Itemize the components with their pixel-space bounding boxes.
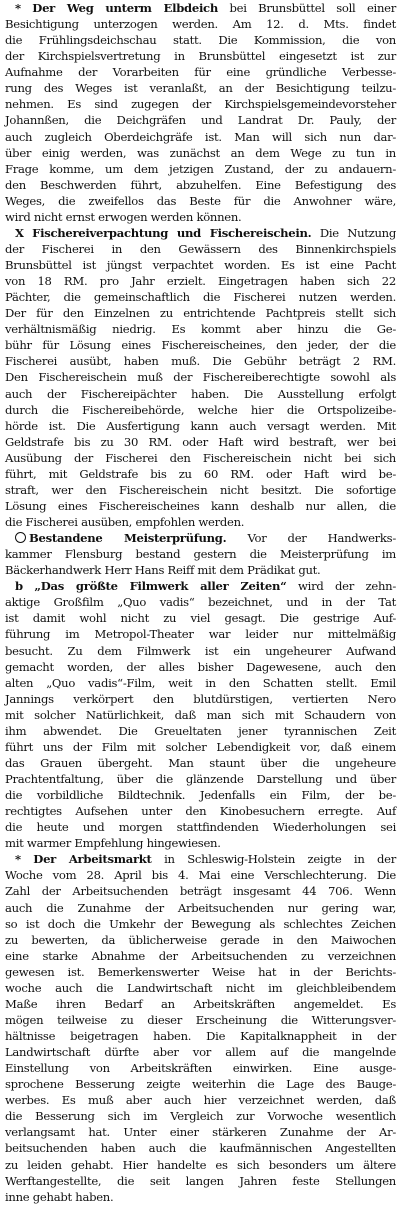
text-line: von 18 RM. pro Jahr erzielt. Eingetragen haben sich 22 bbox=[5, 274, 396, 289]
article-first-line bbox=[5, 225, 396, 241]
text-line: die Frühlingsdeichschau statt. Die Kommission, die von bbox=[5, 33, 396, 48]
article-headline: Fischereiverpachtung und Fischereischein. bbox=[32, 225, 312, 240]
text-line: straft, wer den Fischereischein nicht besitzt. Die sofortige bbox=[5, 482, 396, 497]
text-line: beitsuchenden haben auch die kaufmännischen Angestellten bbox=[5, 1141, 396, 1156]
text-line: Den Fischereischein muß der Fischereiberechtigte sowohl als bbox=[5, 370, 396, 385]
text-line: mit warmer Empfehlung hingewiesen. bbox=[5, 836, 221, 851]
article-first-line bbox=[5, 0, 396, 16]
text-line: alten „Quo vadis“-Film, weit in den Schatten stellt. Emil bbox=[5, 675, 396, 690]
text-line: rechtigtes Aufsehen unter den Kinobesuchern erregte. Auf bbox=[5, 804, 396, 819]
text-line: Woche vom 28. April bis 4. Mai eine Verschlechterung. Die bbox=[5, 868, 396, 883]
text-line: ist damit wohl nicht zu viel gesagt. Die gestrige Auf- bbox=[5, 611, 396, 626]
text-line: Der für den Einzelnen zu entrichtende Pachtpreis stellt sich bbox=[5, 306, 396, 321]
text-line: in Schleswig-Holstein zeigte in der bbox=[151, 852, 397, 867]
asterisk-marker: * bbox=[15, 1, 21, 15]
text-line: die Besserung sich im Vergleich zur Vorwoche wesentlich bbox=[5, 1109, 396, 1124]
text-line: führt uns der Film mit solcher Lebendigkeit vor, daß einem bbox=[5, 739, 396, 754]
article-first-line bbox=[5, 578, 396, 594]
text-line: Vor der Handwerks- bbox=[226, 531, 396, 546]
text-line: wird der zehn- bbox=[286, 579, 396, 594]
text-line: ihm abwendet. Die Greueltaten jener tyrannischen Zeit bbox=[5, 723, 396, 738]
article-headline: Der Weg unterm Elbdeich bbox=[32, 1, 218, 15]
text-line: die Fischerei ausüben, empfohlen werden. bbox=[5, 515, 245, 529]
text-line: Aufnahme der Vorarbeiten für eine gründliche Verbesse- bbox=[5, 65, 396, 80]
text-line: der Kirchspielsvertretung in Brunsbüttel eingesetzt ist zur bbox=[5, 49, 396, 64]
article-fischerei bbox=[5, 225, 396, 530]
article-first-line bbox=[5, 851, 396, 867]
text-line: aktige Großfilm „Quo vadis“ bezeichnet, und in der Tat bbox=[5, 595, 396, 610]
text-line: gemacht worden, der alles bisher Dagewesene, auch den bbox=[5, 659, 396, 674]
asterisk-marker: * bbox=[15, 852, 21, 867]
text-line: rung des Weges ist veranlaßt, an der Besichtigung teilzu- bbox=[5, 81, 396, 96]
article-arbeitsmarkt bbox=[5, 851, 396, 1204]
article-meisterpruefung bbox=[5, 530, 396, 578]
text-line: Weges, die zweifellos das Beste für die Anwohner wäre, bbox=[5, 193, 396, 208]
text-line: auch die Zunahme der Arbeitsuchenden nur gering war, bbox=[5, 900, 396, 915]
text-line: Einstellung von Arbeitskräften einwirken. Eine ausge- bbox=[5, 1061, 396, 1076]
article-headline: Der Arbeitsmarkt bbox=[33, 852, 152, 867]
text-line: bei Brunsbüttel soll einer bbox=[218, 1, 396, 15]
text-line: Besichtigung unterzogen werden. Am 12. d. Mts. findet bbox=[5, 17, 396, 32]
text-line: führung im Metropol-Theater war leider nur mittelmäßig bbox=[5, 627, 396, 642]
text-line: eine starke Abnahme der Arbeitsuchenden zu verzeichnen bbox=[5, 948, 396, 963]
text-line: durch die Fischereibehörde, welche hier die Ortspolizeibe- bbox=[5, 402, 396, 417]
text-line: auch zugleich Oberdeichgräfe ist. Man will sich nun dar- bbox=[5, 129, 396, 144]
text-line: gewesen ist. Bemerkenswerter Weise hat in der Berichts- bbox=[5, 964, 396, 979]
text-line: führt, mit Geldstrafe bis zu 60 RM. oder Haft wird be- bbox=[5, 466, 396, 481]
text-line: bühr für Lösung eines Fischereischeines, den jeder, der die bbox=[5, 338, 396, 353]
text-line: Jannings verkörpert den blutdürstigen, vertierten Nero bbox=[5, 691, 396, 706]
text-line: Zahl der Arbeitsuchenden beträgt insgesamt 44 706. Wenn bbox=[5, 884, 396, 899]
text-line: inne gehabt haben. bbox=[5, 1189, 114, 1204]
text-line: hörde ist. Die Ausfertigung kann auch versagt werden. Mit bbox=[5, 418, 396, 433]
text-line: woche auch die Landwirtschaft nicht im gleichbleibendem bbox=[5, 980, 396, 995]
text-line: Maße ihren Bedarf an Arbeitskräften angemeldet. Es bbox=[5, 996, 396, 1011]
text-line: mit solcher Natürlichkeit, daß man sich mit Schaudern von bbox=[5, 707, 396, 722]
article-quo-vadis bbox=[5, 578, 396, 851]
text-line: Geldstrafe bis zu 30 RM. oder Haft wird bestraft, wer bei bbox=[5, 434, 396, 449]
text-line: nehmen. Es sind zugegen der Kirchspielsgemeindevorsteher bbox=[5, 97, 396, 112]
text-line: Fischerei ausübt, haben muß. Die Gebühr beträgt 2 RM. bbox=[5, 354, 396, 369]
text-line: über einig werden, was zunächst an dem Wege zu tun in bbox=[5, 145, 396, 160]
text-line: werbes. Es muß aber auch hier verzeichnet werden, daß bbox=[5, 1093, 396, 1108]
text-line: sprochene Besserung zeigte weiterhin die Lage des Bauge- bbox=[5, 1077, 396, 1092]
text-line: Bäckerhandwerk Herr Hans Reiff mit dem Prädikat gut. bbox=[5, 563, 321, 578]
text-line: besucht. Zu dem Filmwerk ist ein ungeheurer Aufwand bbox=[5, 643, 396, 658]
text-line: Prachtentfaltung, über die glänzende Darstellung und über bbox=[5, 772, 396, 786]
text-line: die vorbildliche Bildtechnik. Jedenfalls ein Film, der be- bbox=[5, 788, 396, 803]
text-line: Ausübung der Fischerei den Fischereischein nicht bei sich bbox=[5, 450, 396, 465]
text-line: zu leiden gehabt. Hier handelte es sich besonders um ältere bbox=[5, 1157, 396, 1172]
text-line: zu bewerten, da üblicherweise gerade in den Maiwochen bbox=[5, 932, 396, 947]
text-line: verhältnismäßig niedrig. Es kommt aber hinzu die Ge- bbox=[5, 322, 396, 337]
article-headline: Bestandene Meisterprüfung. bbox=[29, 531, 227, 546]
cross-marker: X bbox=[15, 225, 24, 240]
text-line: so ist doch die Umkehr der Bewegung als schlechtes Zeichen bbox=[5, 916, 396, 931]
article-elbdeich bbox=[5, 0, 396, 225]
article-headline: „Das größte Filmwerk aller Zeiten“ bbox=[34, 579, 287, 594]
text-line: Die Nutzung bbox=[311, 225, 397, 240]
text-line: mögen teilweise zu dieser Erscheinung die Witterungsver- bbox=[5, 1012, 396, 1027]
text-line: das Grauen übergeht. Man staunt über die ungeheure bbox=[5, 755, 396, 770]
text-line: Lösung eines Fischereischeines kann deshalb nur allen, die bbox=[5, 498, 396, 513]
text-line: Werftangestellte, die seit langen Jahren feste Stellungen bbox=[5, 1173, 396, 1188]
text-line: wird nicht ernst erwogen werden können. bbox=[5, 209, 242, 224]
text-line: Brunsbüttel ist jüngst verpachtet worden. Es ist eine Pacht bbox=[5, 258, 396, 272]
text-line: die heute und morgen stattfindenden Wiederholungen sei bbox=[5, 820, 396, 835]
text-line: verlangsamt hat. Unter einer stärkeren Zunahme der Ar- bbox=[5, 1125, 396, 1140]
article-first-line bbox=[5, 530, 396, 546]
text-line: der Fischerei in den Gewässern des Binnenkirchspiels bbox=[5, 241, 396, 256]
text-line: auch der Fischereipächter haben. Die Ausstellung erfolgt bbox=[5, 386, 396, 401]
text-line: kammer Flensburg bestand gestern die Meisterprüfung im bbox=[5, 547, 396, 562]
text-line: hältnisse beigetragen haben. Die Kapitalknappheit in der bbox=[5, 1029, 396, 1043]
circle-marker-icon bbox=[15, 532, 26, 543]
text-line: Johannßen, die Deichgräfen und Landrat Dr. Pauly, der bbox=[5, 113, 396, 128]
text-line: Landwirtschaft dürfte aber vor allem auf die mangelnde bbox=[5, 1045, 396, 1060]
text-line: Pächter, die gemeinschaftlich die Fischerei nutzen werden. bbox=[5, 290, 396, 305]
b-marker: b bbox=[15, 579, 23, 594]
text-line: den Beschwerden führt, abzuhelfen. Eine Befestigung des bbox=[5, 177, 396, 192]
text-line: Frage komme, um dem jetzigen Zustand, der zu andauern- bbox=[5, 161, 396, 176]
